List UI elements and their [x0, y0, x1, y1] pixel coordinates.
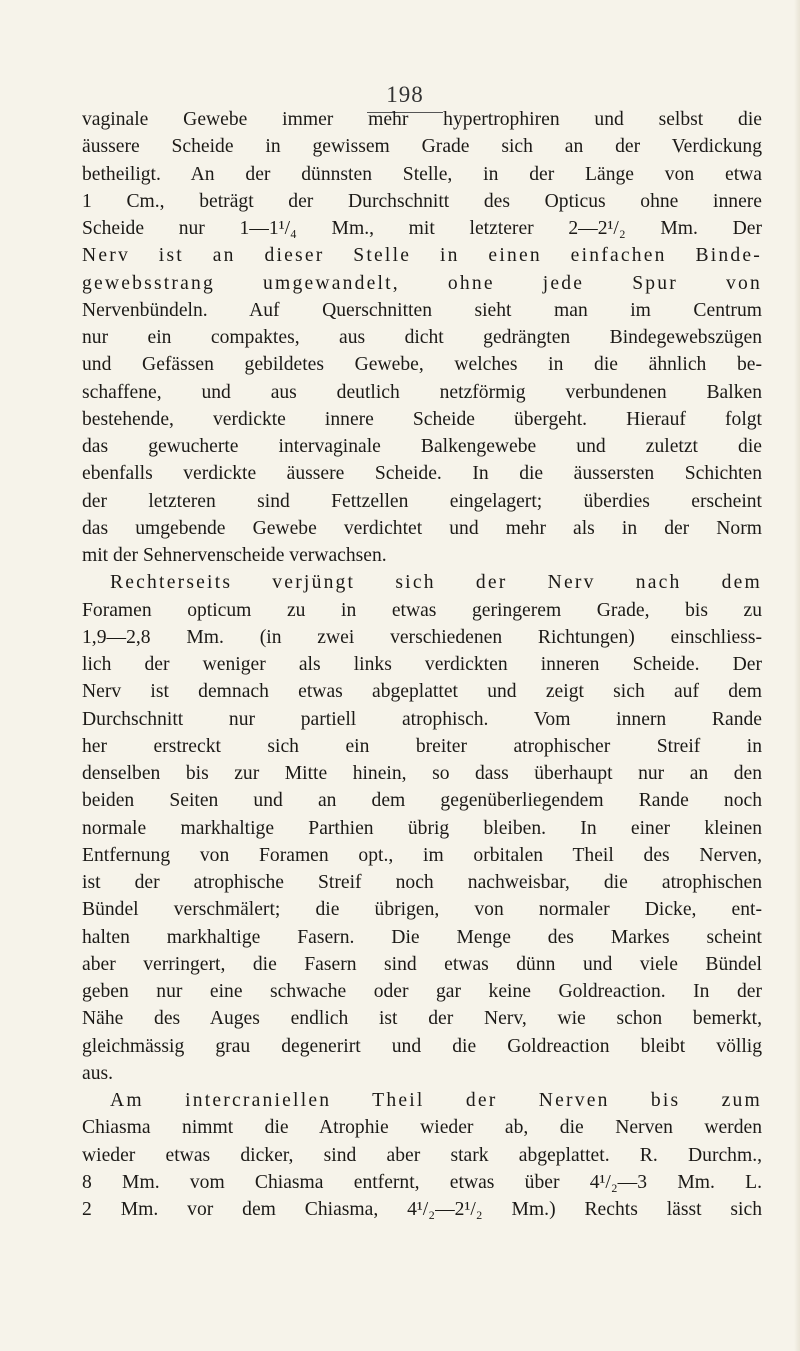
text-line: aus. [82, 1062, 114, 1084]
text-line: denselben bis zur Mitte hinein, so dass überhaupt nur an den [82, 763, 762, 784]
text-line: Nerv ist demnach etwas abgeplattet und zeigt sich auf dem [82, 681, 762, 703]
text-line: 8 Mm. vom Chiasma entfernt, etwas über 4¹/₂—3 Mm. L. [82, 1171, 762, 1193]
text-line: Bündel verschmälert; die übrigen, von normaler Dicke, ent- [82, 899, 762, 921]
page-number: 198 [375, 82, 435, 108]
text-line: aber verringert, die Fasern sind etwas dünn und viele Bündel [82, 953, 762, 975]
text-line: gleichmässig grau degenerirt und die Goldreaction bleibt völlig [82, 1035, 762, 1057]
text-line: gewebsstrang umgewandelt, ohne jede Spur von [82, 272, 762, 294]
page-edge-shadow [794, 0, 800, 1351]
text-line: mit der Sehnervenscheide verwachsen. [82, 545, 387, 566]
text-line: 1,9—2,8 Mm. (in zwei verschiedenen Richtungen) einschliess- [82, 626, 762, 648]
text-line: Nervenbündeln. Auf Querschnitten sieht man im Centrum [82, 299, 762, 321]
text-line: Am intercraniellen Theil der Nerven bis zum [110, 1090, 762, 1111]
text-line: Chiasma nimmt die Atrophie wieder ab, die Nerven werden [82, 1117, 762, 1139]
text-line: lich der weniger als links verdickten inneren Scheide. Der [82, 654, 762, 675]
text-line: halten markhaltige Fasern. Die Menge des Markes scheint [82, 926, 762, 948]
text-line: her erstreckt sich ein breiter atrophischer Streif in [82, 735, 762, 757]
text-line: der letzteren sind Fettzellen eingelagert; überdies erscheint [82, 490, 762, 512]
text-line: Durchschnitt nur partiell atrophisch. Vom innern Rande [82, 708, 762, 730]
body-text [82, 106, 762, 1223]
text-line: das gewucherte intervaginale Balkengewebe und zuletzt die [82, 436, 762, 457]
text-line: vaginale Gewebe immer mehr hypertrophiren und selbst die [82, 109, 762, 130]
text-line: 1 Cm., beträgt der Durchschnitt des Opticus ohne innere [82, 190, 762, 212]
text-line: wieder etwas dicker, sind aber stark abgeplattet. R. Durchm., [82, 1144, 762, 1166]
text-line: nur ein compaktes, aus dicht gedrängten Bindegewebszügen [82, 327, 762, 348]
text-line: Scheide nur 1—1¹/₄ Mm., mit letzterer 2—2¹/₂ Mm. Der [82, 218, 762, 239]
text-line: betheiligt. An der dünnsten Stelle, in der Länge von etwa [82, 163, 762, 185]
text-line: 2 Mm. vor dem Chiasma, 4¹/₂—2¹/₂ Mm.) Rechts lässt sich [82, 1199, 762, 1220]
text-line: schaffene, und aus deutlich netzförmig verbundenen Balken [82, 381, 762, 403]
text-line: beiden Seiten und an dem gegenüberliegendem Rande noch [82, 790, 762, 812]
text-line: ebenfalls verdickte äussere Scheide. In die äussersten Schichten [82, 463, 762, 485]
text-line: Rechterseits verjüngt sich der Nerv nach dem [110, 572, 762, 594]
text-line: ist der atrophische Streif noch nachweisbar, die atrophischen [82, 872, 762, 893]
text-line: äussere Scheide in gewissem Grade sich an der Verdickung [82, 136, 762, 158]
text-line: normale markhaltige Parthien übrig bleiben. In einer kleinen [82, 817, 762, 839]
text-line: und Gefässen gebildetes Gewebe, welches in die ähnlich be- [82, 354, 762, 376]
text-line: Foramen opticum zu in etwas geringerem Grade, bis zu [82, 599, 762, 621]
text-line: geben nur eine schwache oder gar keine Goldreaction. In der [82, 981, 762, 1002]
text-line: Nähe des Auges endlich ist der Nerv, wie schon bemerkt, [82, 1008, 762, 1030]
text-line: Nerv ist an dieser Stelle in einen einfachen Binde- [82, 245, 762, 267]
text-line: das umgebende Gewebe verdichtet und mehr als in der Norm [82, 517, 762, 539]
text-line: Entfernung von Foramen opt., im orbitalen Theil des Nerven, [82, 844, 762, 866]
text-line: bestehende, verdickte innere Scheide übergeht. Hierauf folgt [82, 408, 762, 430]
